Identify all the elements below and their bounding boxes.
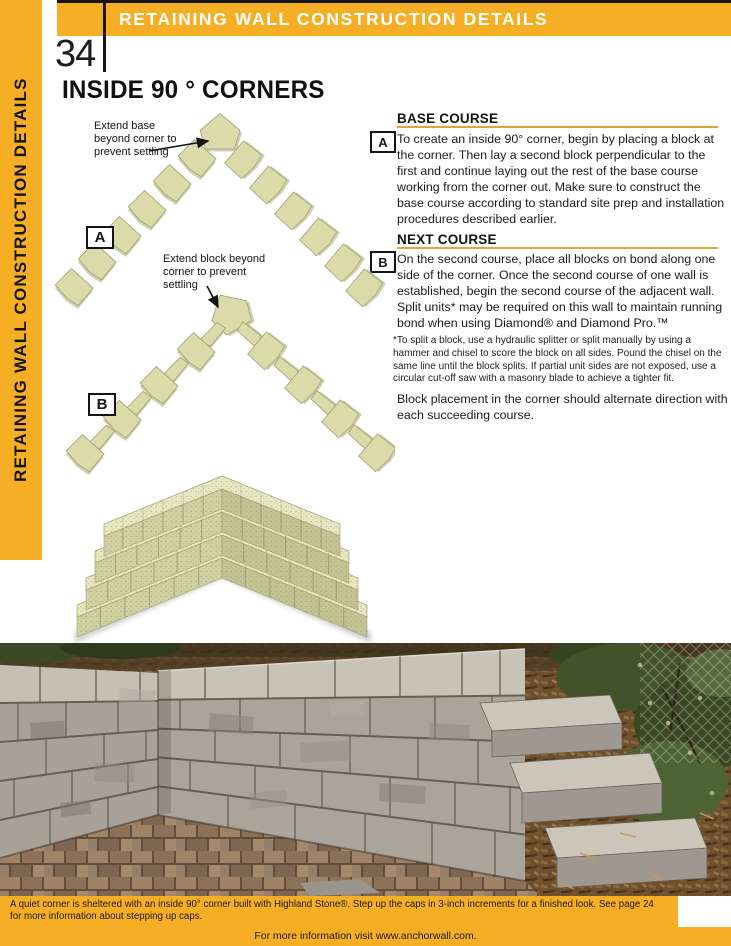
diagram-a-label: A [86, 226, 114, 249]
header-band [57, 0, 731, 36]
diagram-3d-wall [75, 476, 371, 643]
page-title: INSIDE 90 ° CORNERS [62, 76, 325, 104]
header-title: RETAINING WALL CONSTRUCTION DETAILS [119, 9, 549, 29]
base-course-body: To create an inside 90° corner, begin by placing a block at the corner. Then lay a second block perpendicular to the first and continue laying out the rest of the base course working from the corner out. Make sure to construct the base course according to standard site prep and installation procedures described earlier. [397, 132, 725, 226]
annotation-extend-base: Extend base beyond corner to prevent settling [94, 120, 177, 158]
next-course-heading: NEXT COURSE [397, 232, 497, 247]
next-course-body: On the second course, place all blocks on bond along one side of the corner. Once the second course of one wall is established, begin the second course of the adjacent wall. Split units* may be required on this wall to maintain running bond when using Diamond® and Diamond Pro.™ [397, 252, 723, 330]
photo-retaining-wall-corner [0, 643, 731, 896]
annotation-extend-block: Extend block beyond corner to prevent settling [163, 253, 266, 291]
diagram-b-blocks [65, 285, 395, 477]
base-course-rule [397, 126, 718, 128]
sidebar-band [0, 0, 42, 560]
sidebar-vertical-title: RETAINING WALL CONSTRUCTION DETAILS [11, 77, 30, 483]
split-units-footnote: *To split a block, use a hydraulic splitter or split manually by using a hammer and chisel to score the block on all sides. Pound the chisel on the same line until the block splits. If partial unit sides are not exposed, use a circular cut-off saw with a masonry blade to achieve a tighter fit. [393, 335, 722, 385]
marker-a-box: A [370, 131, 396, 153]
footer-url-text: For more information visit www.anchorwall.com. [254, 930, 477, 942]
next-course-rule [397, 247, 718, 249]
photo-caption: A quiet corner is sheltered with an inside 90° corner built with Highland Stone®. Step up the caps in 3-inch increments for a finished look. See page 24 for more information about stepping up caps. [10, 899, 654, 922]
corner-diagrams [45, 110, 395, 645]
base-course-heading: BASE COURSE [397, 111, 499, 126]
header-divider-line [103, 0, 106, 72]
marker-b-box: B [370, 251, 396, 273]
page-number: 34 [55, 33, 96, 75]
block-placement-note: Block placement in the corner should alternate direction with each succeeding course. [397, 392, 728, 422]
diagram-b-label: B [88, 393, 116, 416]
